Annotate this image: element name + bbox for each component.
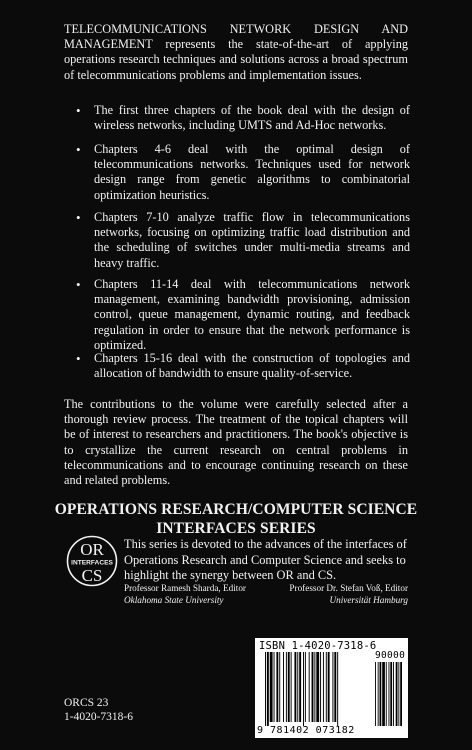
series-title — [40, 500, 432, 538]
bullet-dot: • — [76, 103, 81, 118]
bullet-text: Chapters 11-14 deal with telecommunications network management, examining bandwidth provisioning, admission control, queue management, dynamic routing, and feedback regulation in order to ensure that the network performance is optimized. — [94, 277, 410, 352]
editor-left-name: Professor Ramesh Sharda, Editor — [124, 583, 246, 593]
bullet-text: Chapters 15-16 deal with the construction of topologies and allocation of bandwidth to ensure quality-of-service. — [94, 351, 410, 381]
editor-right-affiliation: Universität Hamburg — [329, 594, 408, 605]
logo-or-text: OR — [80, 540, 104, 559]
bullet-item — [76, 142, 410, 203]
editor-left-affiliation: Oklahoma State University — [124, 594, 224, 605]
barcode-addon-digits: 90000 — [375, 650, 406, 661]
isbn-label: ISBN 1-4020-7318-6 — [259, 640, 377, 652]
bullet-item — [76, 210, 410, 271]
logo-interfaces-text: INTERFACES — [71, 559, 113, 567]
editor-right — [262, 583, 408, 606]
barcode-digits: 9 781402 073182 — [257, 725, 355, 736]
bullet-item — [76, 351, 410, 381]
orcs-interfaces-logo — [66, 534, 118, 588]
orcs-number: ORCS 23 — [64, 697, 109, 709]
bullet-text: Chapters 4-6 deal with the optimal design of telecommunications networks. Techniques used for network design range from genetic algorithms to combinatorial optimization heuristics. — [94, 142, 410, 202]
series-title-line2: INTERFACES SERIES — [156, 520, 316, 537]
contributions-paragraph: The contributions to the volume were carefully selected after a thorough review process. The treatment of the topical chapters will be of interest to researchers and practitioners. The book's objective is to crystallize the current research on central problems in telecommunications and to encourage continuing research on these and related problems. — [64, 397, 408, 488]
intro-paragraph: TELECOMMUNICATIONS NETWORK DESIGN AND MANAGEMENT represents the state-of-the-art of applying operations research techniques and solutions across a broad spectrum of telecommunications problems and implementation issues. — [64, 22, 408, 82]
barcode-bars-icon — [259, 652, 404, 726]
footer-isbn: 1-4020-7318-6 — [64, 711, 133, 723]
bullet-text: The first three chapters of the book deal with the design of wireless networks, including UMTS and Ad-Hoc networks. — [94, 103, 410, 133]
series-description: This series is devoted to the advances of the interfaces of Operations Research and Computer Science and seeks to highlight the synergy between OR and CS. — [124, 537, 407, 582]
bullet-dot: • — [76, 142, 81, 157]
logo-cs-text: CS — [81, 566, 103, 585]
bullet-text: Chapters 7-10 analyze traffic flow in telecommunications networks, focusing on optimizing traffic load distribution and the scheduling of switches under multi-media streams and heavy traffic. — [94, 210, 410, 270]
series-number-block — [64, 696, 133, 724]
series-title-line1: OPERATIONS RESEARCH/COMPUTER SCIENCE — [54, 501, 418, 518]
bullet-item — [76, 277, 410, 353]
editor-right-name: Professor Dr. Stefan Voß, Editor — [289, 583, 408, 593]
editor-left — [124, 583, 246, 606]
bullet-dot: • — [76, 277, 81, 292]
bullet-item — [76, 103, 410, 133]
bullet-dot: • — [76, 210, 81, 225]
isbn-barcode — [255, 638, 408, 738]
bullet-dot: • — [76, 351, 81, 366]
